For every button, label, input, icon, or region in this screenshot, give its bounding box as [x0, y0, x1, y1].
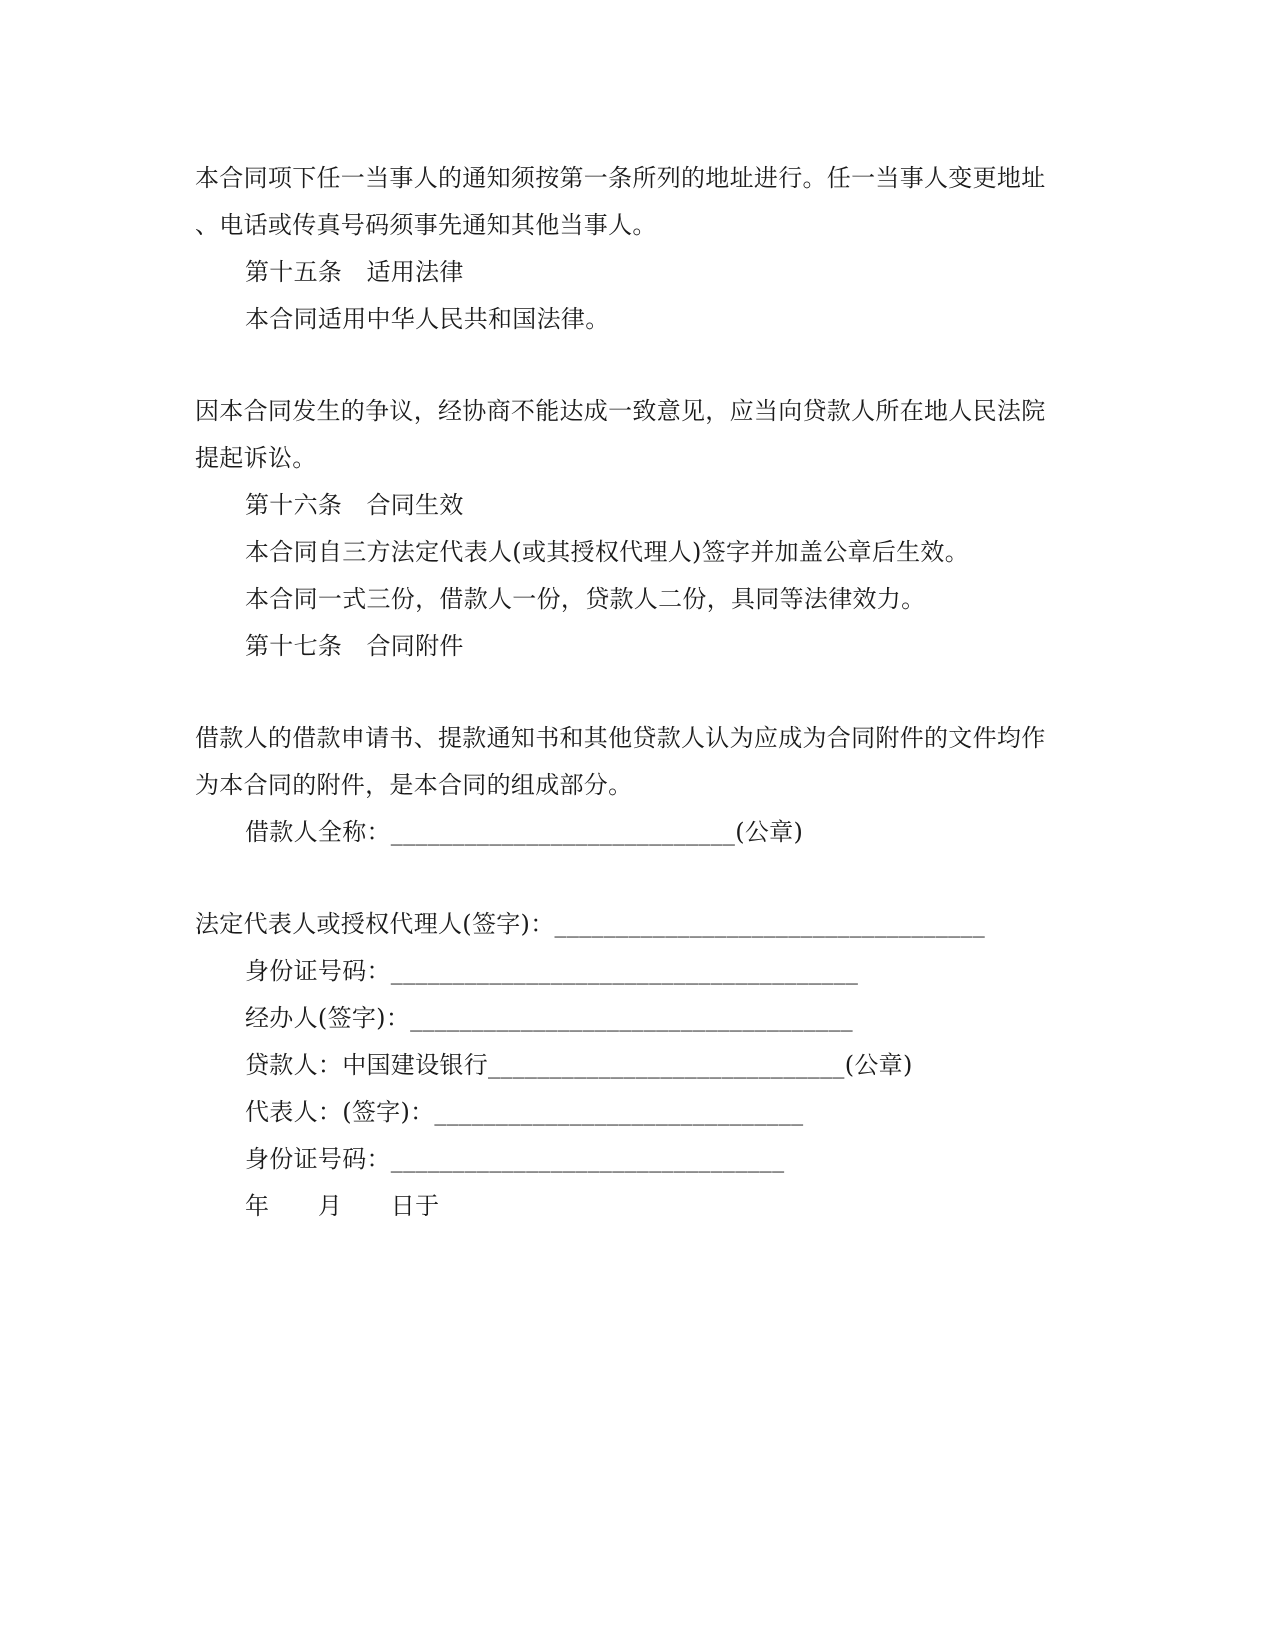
paragraph-line: 本合同一式三份，借款人一份，贷款人二份，具同等法律效力。 — [245, 585, 926, 613]
signature-line-representative: 代表人：(签字)：______________________________ — [245, 1098, 804, 1126]
signature-line-id-number: 身份证号码：________________________________ — [245, 1145, 785, 1173]
paragraph-line: 本合同自三方法定代表人(或其授权代理人)签字并加盖公章后生效。 — [245, 538, 970, 566]
signature-line-id-number: 身份证号码：______________________________________ — [245, 957, 859, 985]
article-heading: 第十七条 合同附件 — [245, 632, 464, 660]
article-heading: 第十六条 合同生效 — [245, 491, 464, 519]
paragraph-line: 提起诉讼。 — [195, 444, 317, 472]
paragraph-line: 借款人的借款申请书、提款通知书和其他贷款人认为应成为合同附件的文件均作 — [195, 724, 1046, 752]
signature-line-lender: 贷款人：中国建设银行_____________________________(公章) — [245, 1051, 913, 1079]
paragraph-line: 、电话或传真号码须事先通知其他当事人。 — [195, 211, 657, 239]
signature-line-handler: 经办人(签字)：____________________________________ — [245, 1004, 853, 1032]
signature-line-borrower-name: 借款人全称：____________________________(公章) — [245, 818, 804, 846]
paragraph-line: 因本合同发生的争议，经协商不能达成一致意见，应当向贷款人所在地人民法院 — [195, 397, 1046, 425]
article-heading: 第十五条 适用法律 — [245, 258, 464, 286]
paragraph-line: 为本合同的附件，是本合同的组成部分。 — [195, 771, 633, 799]
paragraph-line: 本合同项下任一当事人的通知须按第一条所列的地址进行。任一当事人变更地址 — [195, 164, 1046, 192]
signature-line-legal-representative: 法定代表人或授权代理人(签字)：___________________________________ — [195, 910, 986, 938]
paragraph-line: 本合同适用中华人民共和国法律。 — [245, 305, 610, 333]
date-line: 年 月 日于 — [245, 1192, 440, 1220]
